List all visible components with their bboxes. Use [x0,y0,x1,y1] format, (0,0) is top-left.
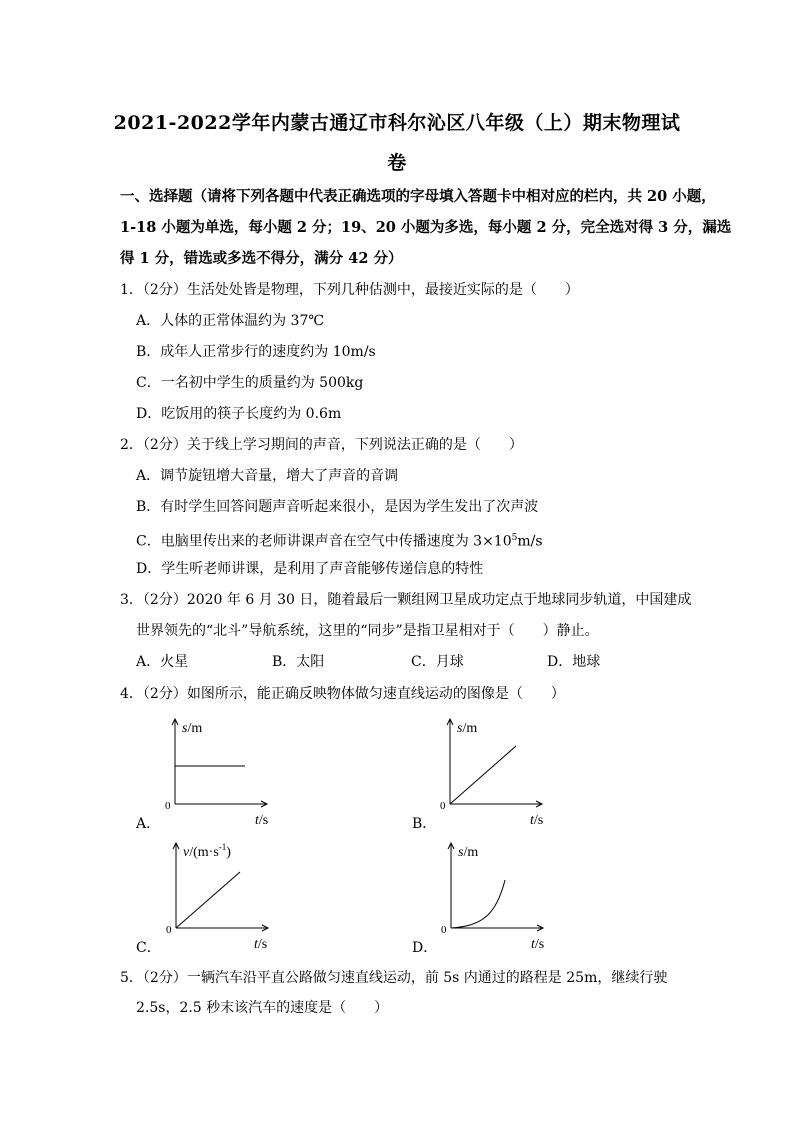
q4-graph-c-xlabel: t/s [254,937,268,952]
q2-stem: 2．（2分）关于线上学习期间的声音，下列说法正确的是（ ） [120,437,523,453]
q2-option-d: D．学生听老师讲课，是利用了声音能够传递信息的特性 [136,561,484,577]
q4-graph-a-ylabel: s/m [182,721,203,736]
q1-stem: 1．（2分）生活处处皆是物理，下列几种估测中，最接近实际的是（ ） [120,282,579,298]
q2-option-a: A．调节旋钮增大音量，增大了声音的音调 [136,468,399,484]
q4-stem: 4．（2分）如图所示，能正确反映物体做匀速直线运动的图像是（ ） [120,686,565,702]
q4-graph-d-curve [451,880,505,928]
q4-graph-c-origin: 0 [166,924,172,936]
q4-graph-b-line [450,746,516,804]
q3-option-c: C．月球 [411,654,464,670]
q4-graph-d-ylabel: s/m [458,845,479,860]
q3-option-b: B．太阳 [272,654,325,670]
section-header-line1: 一、选择题（请将下列各题中代表正确选项的字母填入答题卡中相对应的栏内，共 20 小题， [120,188,716,205]
q4-graph-d-letter: D． [412,940,438,956]
q1-option-a: A．人体的正常体温约为 37℃ [136,313,325,329]
q4-graph-b-letter: B． [412,816,437,832]
q2-option-c-exponent: 5 [511,533,518,543]
q4-graph-a-xlabel: t/s [255,813,269,828]
q1-option-c: C．一名初中学生的质量约为 500kg [136,375,364,391]
page-title-line1: 2021-2022学年内蒙古通辽市科尔沁区八年级（上）期末物理试 [113,112,681,134]
q4-graph-a [155,712,285,836]
q4-graph-c-line [176,872,240,928]
q5-stem-line2: 2.5s，2.5 秒末该汽车的速度是（ ） [136,1000,389,1016]
q5-stem-line1: 5．（2分）一辆汽车沿平直公路做匀速直线运动，前 5s 内通过的路程是 25m，继续行驶 [120,970,668,986]
q1-option-b: B．成年人正常步行的速度约为 10m/s [136,344,376,360]
q1-option-d: D．吃饭用的筷子长度约为 0.6m [136,406,342,422]
q4-graph-b-xlabel: t/s [530,813,544,828]
q4-graph-d-origin: 0 [441,924,447,936]
q2-option-c [136,528,543,552]
q3-option-d: D．地球 [547,654,601,670]
q2-option-b: B．有时学生回答问题声音听起来很小，是因为学生发出了次声波 [136,499,539,515]
q4-graph-c [156,836,286,960]
q3-stem-line1: 3．（2分）2020 年 6 月 30 日，随着最后一颗组网卫星成功定点于地球同步轨道，中国建成 [120,592,692,608]
q2-option-c-unit: m/s [517,533,543,550]
q4-graph-a-letter: A． [136,816,161,832]
q4-graph-d-xlabel: t/s [531,937,545,952]
q4-graph-d [431,836,561,960]
q4-graph-c-letter: C． [136,940,161,956]
q3-option-a: A．火星 [136,654,189,670]
q3-stem-line2: 世界领先的“北斗”导航系统，这里的“同步”是指卫星相对于（ ）静止。 [136,623,599,639]
page-title-line2: 卷 [387,152,407,174]
section-header-line3: 得 1 分，错选或多选不得分，满分 42 分） [120,250,403,267]
section-header-line2: 1-18 小题为单选，每小题 2 分；19、20 小题为多选，每小题 2 分，完全选对得 3 分，漏选 [120,219,732,236]
q4-graph-a-origin: 0 [165,800,171,812]
q4-graph-b [430,712,560,836]
q2-option-c-text: C．电脑里传出来的老师讲课声音在空气中传播速度为 3×10 [136,533,512,550]
q4-graph-c-ylabel: $v/(m\cdot s^{-1})$ [183,842,231,860]
q4-graph-b-ylabel: s/m [457,721,478,736]
q4-graph-b-origin: 0 [440,800,446,812]
